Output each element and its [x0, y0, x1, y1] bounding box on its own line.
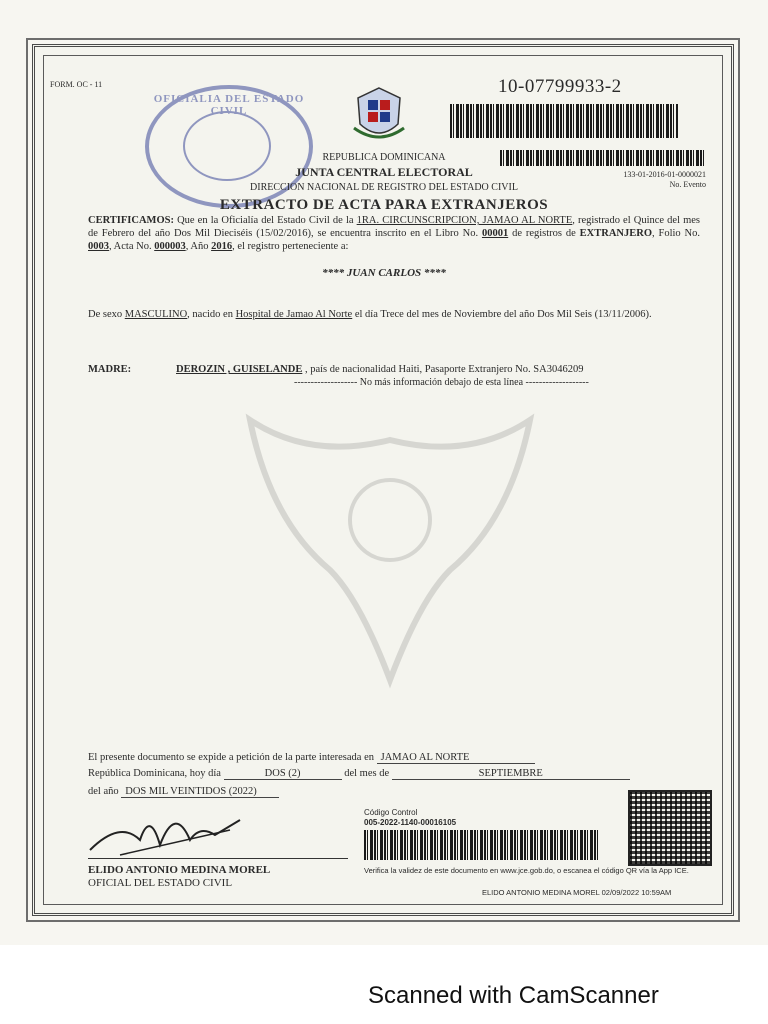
camscanner-watermark: Scanned with CamScanner: [368, 982, 659, 1009]
verification-text: Verifica la validez de este documento en www.jce.gob.do, o escanea el código QR vía la App ICE.: [364, 866, 689, 875]
issuance-day: DOS (2): [224, 768, 342, 780]
certify-text: , Año: [185, 241, 212, 252]
acta-number: 000003: [154, 241, 186, 252]
certify-lead: CERTIFICAMOS:: [88, 215, 174, 226]
seal-text: OFICIALIA DEL ESTADO CIVIL: [153, 93, 305, 117]
folio-number: 0003: [88, 241, 109, 252]
certify-text: Que en la Oficialía del Estado Civil de la: [173, 215, 357, 226]
issuance-text: del mes de: [344, 768, 390, 779]
document-serial-number: 10-07799933-2: [498, 76, 622, 97]
issuance-text: República Dominicana, hoy día: [88, 768, 221, 779]
signer-name: ELIDO ANTONIO MEDINA MOREL: [88, 864, 271, 876]
control-code: 005-2022-1140-00016105: [364, 818, 457, 827]
issuance-place: JAMAO AL NORTE: [377, 752, 535, 764]
signer-title: OFICIAL DEL ESTADO CIVIL: [88, 877, 233, 889]
signature-line: [88, 858, 348, 859]
form-code: FORM. OC - 11: [50, 80, 103, 89]
birth-text: De sexo: [88, 309, 125, 320]
no-more-info-line: ------------------- No más información debajo de esta línea -------------------: [294, 377, 589, 388]
certification-paragraph: [88, 214, 700, 253]
issuance-line-3: [88, 786, 279, 798]
dominican-coat-of-arms-icon: [348, 84, 410, 146]
mother-details: [176, 364, 583, 375]
control-code-label: Código Control: [364, 808, 418, 817]
certify-text: de registros de: [508, 228, 580, 239]
issuance-text: El presente documento se expide a petición de la parte interesada en: [88, 752, 377, 763]
registry-type: EXTRANJERO: [579, 228, 653, 239]
control-barcode-icon: [364, 830, 600, 860]
header-department: DIRECCION NACIONAL DE REGISTRO DEL ESTADO CIVIL: [250, 182, 518, 193]
event-code: 133-01-2016-01-0000021: [623, 170, 706, 179]
circunscripcion: 1RA. CIRCUNSCRIPCION, JAMAO AL NORTE: [356, 215, 573, 226]
issuance-month: SEPTIEMBRE: [392, 768, 630, 780]
mother-passport: SA3046209: [533, 364, 584, 375]
mother-name: DEROZIN , GUISELANDE: [176, 364, 303, 375]
issuance-line-1: [88, 752, 535, 764]
mother-label: MADRE:: [88, 364, 132, 375]
certify-text: , el registro perteneciente a:: [232, 241, 349, 252]
mother-country: Haiti: [398, 364, 420, 375]
birth-paragraph: [88, 308, 700, 321]
handwritten-signature-icon: [80, 800, 250, 860]
registry-year: 2016: [211, 241, 233, 252]
barcode-icon: [450, 104, 678, 138]
sex-value: MASCULINO: [124, 309, 188, 320]
certify-text: , registrado el Quince del mes de Febrero del año Dos Mil Dieciséis (15/02/2016), se encuentra inscrito en el Libro No.: [88, 215, 701, 239]
certify-text: , Folio No.: [652, 228, 701, 239]
event-label: No. Evento: [669, 180, 706, 189]
person-name: **** JUAN CARLOS ****: [322, 267, 446, 279]
certify-text: , Acta No.: [109, 241, 155, 252]
document-title: EXTRACTO DE ACTA PARA EXTRANJEROS: [219, 197, 549, 213]
header-institution: JUNTA CENTRAL ELECTORAL: [295, 165, 473, 179]
digital-signature-stamp: ELIDO ANTONIO MEDINA MOREL 02/09/2022 10:59AM: [482, 888, 672, 897]
qr-code-icon[interactable]: [628, 790, 712, 866]
header-country: REPUBLICA DOMINICANA: [322, 152, 446, 163]
eagle-watermark-icon: [190, 400, 590, 700]
issuance-line-2: [88, 768, 630, 780]
birth-text: , nacido en: [187, 309, 236, 320]
libro-number: 00001: [481, 228, 509, 239]
mother-text: , Pasaporte Extranjero No.: [419, 364, 534, 375]
birth-place: Hospital de Jamao Al Norte: [235, 309, 353, 320]
mother-text: , país de nacionalidad: [302, 364, 399, 375]
issuance-text: del año: [88, 786, 119, 797]
birth-text: el día Trece del mes de Noviembre del año Dos Mil Seis (13/11/2006).: [352, 309, 652, 320]
issuance-year: DOS MIL VEINTIDOS (2022): [121, 786, 279, 798]
